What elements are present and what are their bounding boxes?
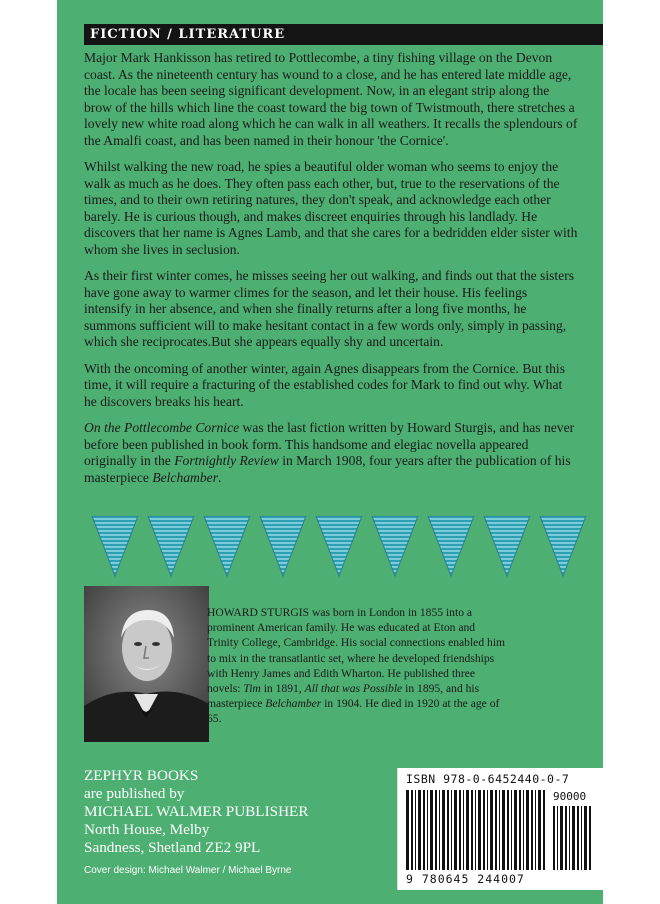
barcode-bar <box>478 790 481 870</box>
barcode-bar <box>406 790 409 870</box>
barcode-bar <box>459 790 461 870</box>
author-bio: HOWARD STURGIS was born in London in 1855 into a prominent American family. He was educated at Eton and Trinity College, Cambridge. His social connections enabled him to mix in the transatlantic set, where he developed friendships with Henry James and Edith Wharton. He published three novels: Tim in 1891, All that was Possible in 1895, and his masterpiece Belchamber in 1904. He died in 1920 at the age of 65. <box>207 606 506 726</box>
barcode-bar <box>511 790 512 870</box>
barcode-bar <box>535 790 536 870</box>
book-back-cover <box>57 0 603 904</box>
imprint-name: ZEPHYR BOOKS <box>84 767 199 784</box>
barcode-bar <box>411 790 413 870</box>
blurb-paragraph-4: With the oncoming of another winter, again Agnes disappears from the Cornice. But this time, it will require a fracturing of the established codes for Mark to find out why. What he discovers breaks his heart. <box>84 360 565 409</box>
barcode-bar <box>523 790 524 870</box>
addon-barcode-icon <box>553 806 595 870</box>
blurb-paragraph-1: Major Mark Hankisson has retired to Pottlecombe, a tiny fishing village on the Devon coast. As the nineteenth century has wound to a close, and he has entered late middle age, the locale has been seeing significant development. Now, in an elegant strip along the brow of the hills which line the coast toward the big town of Twistmouth, there stretches a lovely new white road along which he can walk in all weathers. It recalls the splendours of the Amalfi coast, and has been named in their honour 'the Cornice'. <box>84 50 578 148</box>
publisher-info: ZEPHYR BOOKS are published by MICHAEL WALMER PUBLISHER North House, Melby Sandness, Shetland ZE2 9PL <box>84 767 384 857</box>
barcode-bar <box>418 790 421 870</box>
barcode-bar <box>475 790 476 870</box>
blurb-paragraph-3: As their first winter comes, he misses seeing her out walking, and finds out that the sisters have gone away to warmer climes for the season, and let their house. His feelings intensify in her absence, and when she finally returns after a long five months, he summons sufficient will to make hesitant contact in a few words only, simply in passing, which she reciprocates.But she appears equally shy and uncertain. <box>84 268 575 349</box>
barcode-bar <box>490 790 493 870</box>
barcode-bar <box>463 790 464 870</box>
barcode-bar <box>483 790 485 870</box>
barcode-bar <box>514 790 517 870</box>
barcode-bar <box>454 790 457 870</box>
barcode-bar <box>569 806 570 870</box>
barcode-bar <box>565 806 567 870</box>
ean-barcode-icon <box>406 790 546 870</box>
blurb <box>84 50 578 496</box>
publisher-address-2: Sandness, Shetland ZE2 9PL <box>84 839 261 856</box>
author-photo <box>84 586 209 742</box>
pennant-8-icon <box>484 516 530 576</box>
book-title: On the Pottlecombe Cornice <box>84 420 240 435</box>
pennant-5-icon <box>316 516 362 576</box>
pennant-7-icon <box>428 516 474 576</box>
blurb-paragraph-2: Whilst walking the new road, he spies a beautiful older woman who seems to enjoy the walk as much as he does. They often pass each other, but, true to the reservations of the times, and to their own retiring natures, they don't speak, and acknowledge each other barely. He is curious though, and makes discreet enquiries through his landlady. He discovers that her name is Agnes Lamb, and that she cares for a bedridden elder sister with whom she lives in seclusion. <box>84 159 578 257</box>
barcode-bar <box>471 790 473 870</box>
publisher-name: MICHAEL WALMER PUBLISHER <box>84 803 309 820</box>
cover-design-credit: Cover design: Michael Walmer / Michael Byrne <box>84 865 292 876</box>
barcode-bar <box>526 790 529 870</box>
barcode-bar <box>581 806 582 870</box>
pennant-6-icon <box>372 516 418 576</box>
barcode-bar <box>499 790 500 870</box>
barcode-bar <box>507 790 509 870</box>
barcode-bar <box>577 806 579 870</box>
barcode-bar <box>495 790 497 870</box>
barcode-bar <box>447 790 449 870</box>
barcode-bar <box>427 790 428 870</box>
review-title: Fortnightly Review <box>174 453 279 468</box>
pennant-9-icon <box>540 516 586 576</box>
pennant-1-icon <box>92 516 138 576</box>
barcode-bar <box>538 790 541 870</box>
barcode-bar <box>442 790 445 870</box>
pennant-row <box>90 516 590 578</box>
barcode-bar <box>557 806 558 870</box>
barcode-bar <box>415 790 416 870</box>
price-code: 90000 <box>553 790 587 803</box>
barcode-bar <box>519 790 521 870</box>
barcode <box>397 768 603 890</box>
masterpiece-title: Belchamber <box>152 469 218 485</box>
barcode-digits: 9 780645 244007 <box>406 872 525 886</box>
barcode-bar <box>589 806 591 870</box>
barcode-bar <box>531 790 533 870</box>
pennant-4-icon <box>260 516 306 576</box>
barcode-bar <box>439 790 440 870</box>
barcode-bar <box>466 790 469 870</box>
pennant-3-icon <box>204 516 250 576</box>
barcode-bar <box>423 790 425 870</box>
barcode-bar <box>560 806 563 870</box>
category-label: FICTION / LITERATURE <box>84 24 603 45</box>
barcode-bar <box>430 790 433 870</box>
barcode-bar <box>543 790 545 870</box>
isbn-number: ISBN 978-0-6452440-0-7 <box>406 772 570 786</box>
blurb-paragraph-5: On the Pottlecombe Cornice was the last fiction written by Howard Sturgis, and has never before been published in book form. This handsome and elegiac novella appeared originally in the Fortnightly Review in March 1908, four years after the publication of his masterpiece Belchamber. <box>84 420 575 485</box>
barcode-bar <box>487 790 488 870</box>
barcode-bar <box>502 790 505 870</box>
pennant-2-icon <box>148 516 194 576</box>
barcode-bar <box>435 790 437 870</box>
publisher-address-1: North House, Melby <box>84 821 210 838</box>
barcode-bar <box>584 806 587 870</box>
barcode-bar <box>451 790 452 870</box>
barcode-bar <box>572 806 575 870</box>
barcode-bar <box>553 806 555 870</box>
